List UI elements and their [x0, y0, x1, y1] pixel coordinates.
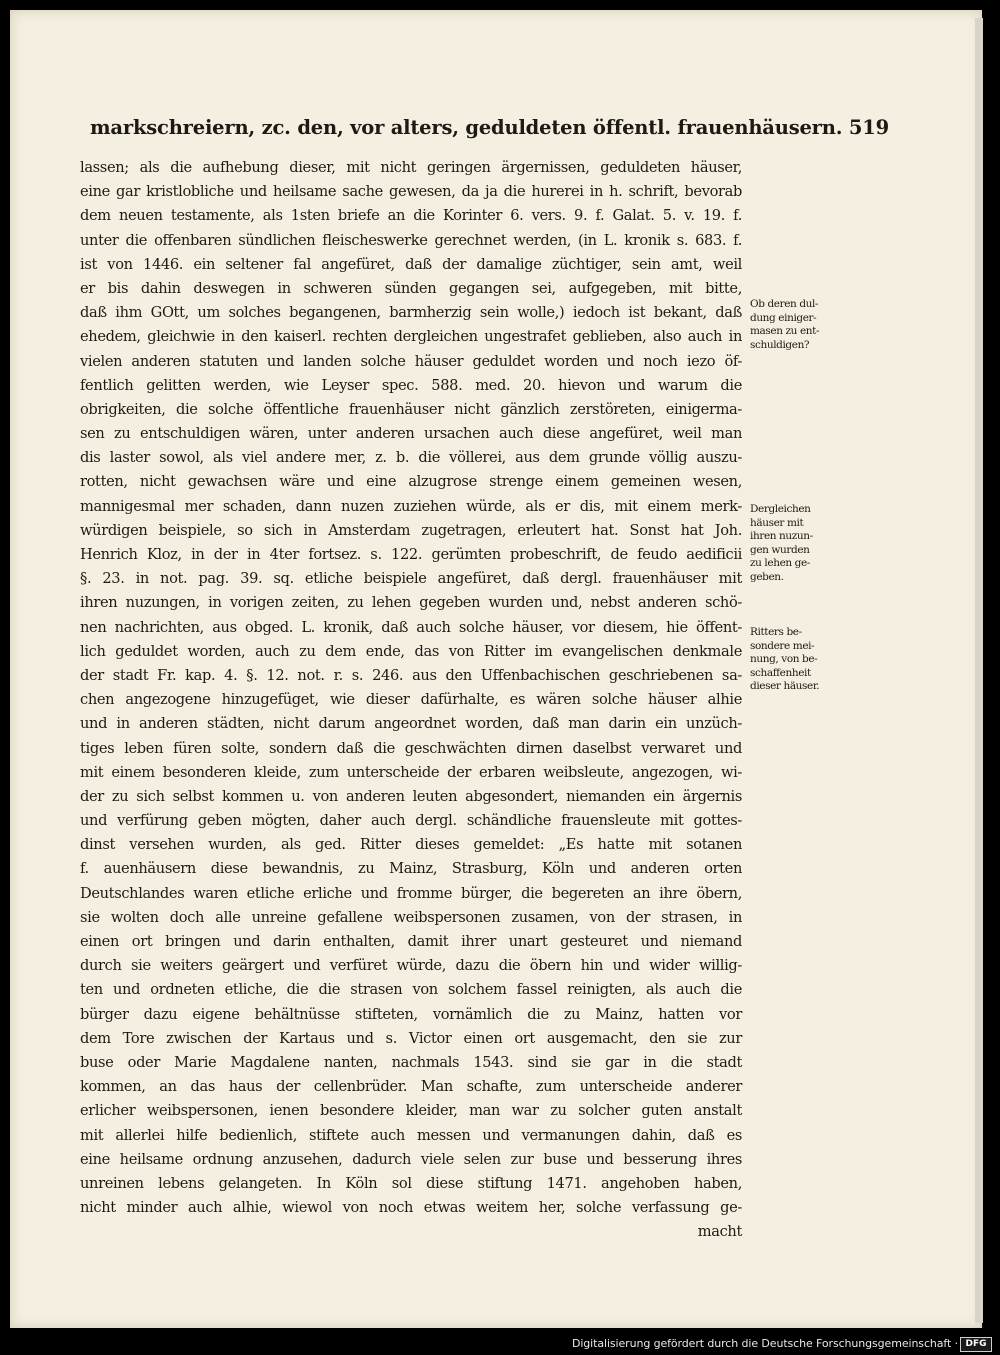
marginal-note-line: nung, von be- [750, 653, 818, 666]
text-line: tiges leben füren solte, sondern daß die geschwächten dirnen daselbst verwaret und [80, 739, 742, 757]
text-line: würdigen beispiele, so sich in Amsterdam zugetragen, erleutert hat. Sonst hat Joh. [80, 521, 742, 539]
marginal-note-line: gen wurden [750, 543, 810, 556]
text-line: der zu sich selbst kommen u. von anderen leuten abgesondert, niemanden ein ärgernis [80, 787, 742, 805]
dfg-logo: DFG [960, 1337, 992, 1352]
marginal-note-line: dieser häuser. [750, 680, 820, 693]
text-line: §. 23. in not. pag. 39. sq. etliche beispiele angefüret, daß dergl. frauenhäuser mit [80, 570, 742, 588]
text-line: bürger dazu eigene behältnüsse stifteten, vornämlich die zu Mainz, hatten vor [80, 1005, 742, 1023]
marginal-note-line: zu lehen ge- [750, 557, 810, 570]
text-line: buse oder Marie Magdalene nanten, nachmals 1543. sind sie gar in die stadt [80, 1053, 742, 1071]
text-line: und verfürung geben mögten, daher auch dergl. schändliche frauensleute mit gottes- [80, 812, 742, 830]
marginal-note-line: Ob deren dul- [750, 298, 819, 310]
marginal-note-line: häuser mit [750, 516, 804, 529]
text-line: und in anderen städten, nicht darum angeordnet worden, daß man darin ein unzüch- [80, 715, 742, 733]
running-header [90, 116, 890, 139]
marginal-note-line: geben. [750, 570, 784, 583]
text-line: eine heilsame ordnung anzusehen, dadurch viele selen zur buse und besserung ihres [80, 1150, 742, 1168]
text-line: lich geduldet worden, auch zu dem ende, das von Ritter im evangelischen denkmale [80, 642, 742, 660]
marginal-note-line: schaffenheit [750, 666, 811, 679]
text-line: der stadt Fr. kap. 4. §. 12. not. r. s. 246. aus den Uffenbachischen geschriebenen sa- [80, 666, 742, 684]
text-line: sie wolten doch alle unreine gefallene weibspersonen zusamen, von der strasen, in [80, 908, 742, 926]
footer-bar [0, 1332, 1000, 1355]
text-line: eine gar kristlobliche und heilsame sache gewesen, da ja die hurerei in h. schrift, bevorab [80, 183, 742, 201]
text-line: vielen anderen statuten und landen solche häuser geduldet worden und noch iezo öf- [80, 352, 742, 370]
text-line: einen ort bringen und darin enthalten, damit ihrer unart gesteuret und niemand [80, 933, 742, 950]
text-line: nicht minder auch alhie, wiewol von noch etwas weitem her, solche verfassung ge- [80, 1199, 742, 1217]
text-line: Deutschlandes waren etliche erliche und fromme bürger, die begereten an ihre öbern, [80, 884, 742, 902]
text-line: dem Tore zwischen der Kartaus und s. Victor einen ort ausgemacht, den sie zur [80, 1029, 742, 1047]
page-edge [975, 18, 983, 1323]
funding-credit: Digitalisierung gefördert durch die Deutsche Forschungsgemeinschaft · [571, 1337, 958, 1350]
text-line: dis laster sowol, als viel andere mer, z. b. die völlerei, aus dem grunde völlig auszu- [80, 449, 742, 467]
catchword: macht [697, 1223, 742, 1241]
marginal-note-line: masen zu ent- [750, 325, 820, 338]
marginal-note-1 [750, 298, 830, 352]
text-line: f. auenhäusern diese bewandnis, zu Mainz, Strasburg, Köln und anderen orten [80, 860, 742, 878]
text-line: fentlich gelitten werden, wie Leyser spec. 588. med. 20. hievon und warum die [80, 376, 742, 394]
page-number: 519 [848, 116, 890, 139]
text-line: mannigesmal mer schaden, dann nuzen zuziehen würde, als er dis, mit einem merk- [80, 497, 742, 515]
text-line: kommen, an das haus der cellenbrüder. Man schafte, zum unterscheide anderer [80, 1078, 742, 1096]
marginal-note-line: dung einiger- [750, 311, 817, 324]
text-line: ten und ordneten etliche, die die strasen von solchem fassel reinigten, als auch die [80, 981, 742, 999]
text-line: er bis dahin deswegen in schweren sünden gegangen sei, aufgegeben, mit bitte, [80, 279, 742, 297]
text-line: ist von 1446. ein seltener fal angefüret, daß der damalige züchtiger, sein amt, weil [80, 255, 742, 273]
text-line: ihren nuzungen, in vorigen zeiten, zu lehen gegeben wurden und, nebst anderen schö- [80, 594, 742, 612]
marginal-note-line: Dergleichen [750, 503, 811, 515]
text-line: mit allerlei hilfe bedienlich, stiftete auch messen und vermanungen dahin, daß es [80, 1126, 742, 1144]
text-line: mit einem besonderen kleide, zum unterscheide der erbaren weibsleute, angezogen, wi- [80, 763, 742, 781]
text-line: unreinen lebens gelangeten. In Köln sol diese stiftung 1471. angehoben haben, [80, 1174, 742, 1192]
text-line: nen nachrichten, aus obged. L. kronik, daß auch solche häuser, vor diesem, hie öffent- [80, 618, 742, 636]
text-line: dem neuen testamente, als 1sten briefe an die Korinter 6. vers. 9. f. Galat. 5. v. 19. f. [80, 207, 742, 225]
text-line: daß ihm GOtt, um solches begangenen, barmherzig sein wolle,) iedoch ist bekant, daß [80, 304, 742, 322]
text-line: rotten, nicht gewachsen wäre und eine alzugrose strenge einem gemeinen wesen, [80, 473, 742, 491]
running-title: markschreiern, zc. den, vor alters, geduldeten öffentl. frauenhäusern. [90, 116, 843, 139]
marginal-note-2 [750, 503, 830, 585]
text-line: obrigkeiten, die solche öffentliche frauenhäuser nicht gänzlich zerstöreten, einigerma- [80, 400, 742, 418]
main-text-block [80, 156, 742, 1244]
text-line: dinst versehen wurden, als ged. Ritter dieses gemeldet: „Es hatte mit sotanen [80, 836, 742, 854]
text-line: durch sie weiters geärgert und verfüret würde, dazu die öbern hin und wider willig- [80, 957, 742, 975]
marginal-note-line: sondere mei- [750, 639, 815, 652]
text-line: ehedem, gleichwie in den kaiserl. rechten dergleichen ungestrafet geblieben, also auch in [80, 328, 742, 346]
marginal-note-line: schuldigen? [750, 338, 810, 351]
text-line: sen zu entschuldigen wären, unter anderen ursachen auch diese angefüret, weil man [80, 425, 742, 443]
text-line: chen angezogene hinzugefüget, wie dieser dafürhalte, es wären solche häuser alhie [80, 691, 742, 709]
marginal-note-line: Ritters be- [750, 626, 802, 638]
marginal-note-line: ihren nuzun- [750, 530, 813, 543]
text-line: lassen; als die aufhebung dieser, mit nicht geringen ärgernissen, geduldeten häuser, [80, 159, 742, 176]
text-line: unter die offenbaren sündlichen fleischeswerke gerechnet werden, (in L. kronik s. 683. f. [80, 231, 742, 249]
marginal-note-3 [750, 626, 830, 694]
text-line: erlicher weibspersonen, ienen besondere kleider, man war zu solcher guten anstalt [80, 1102, 742, 1120]
text-line: Henrich Kloz, in der in 4ter fortsez. s. 122. gerümten probeschrift, de feudo aedificii [80, 546, 742, 563]
